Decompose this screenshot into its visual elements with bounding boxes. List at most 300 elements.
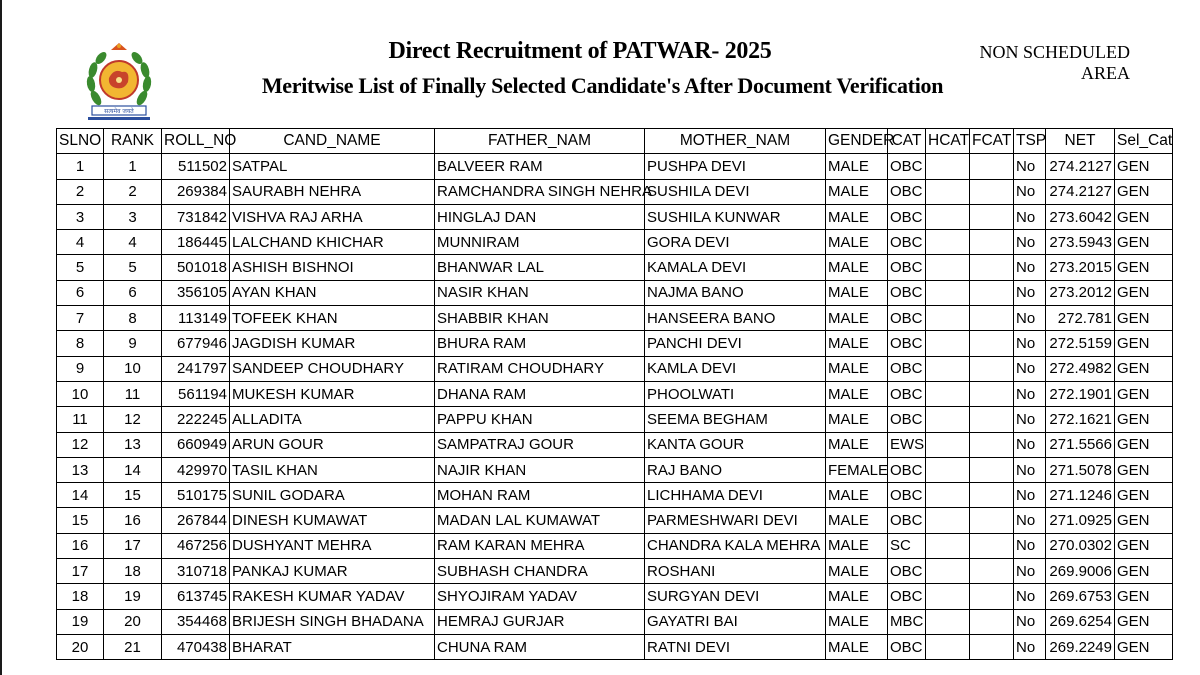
cell-tsp: No [1014, 204, 1046, 229]
cell-roll-no: 501018 [162, 255, 230, 280]
cell-slno: 2 [57, 179, 104, 204]
cell-father-nam: NAJIR KHAN [435, 457, 645, 482]
cell-net: 272.4982 [1046, 356, 1115, 381]
cell-rank: 8 [104, 306, 162, 331]
table-row [57, 584, 1173, 609]
cell-cat: OBC [888, 179, 926, 204]
cell-roll-no: 470438 [162, 634, 230, 659]
cell-rank: 10 [104, 356, 162, 381]
emblem-banner-text: सत्यमेव जयते [104, 108, 134, 115]
table-row [57, 609, 1173, 634]
cell-gender: MALE [826, 508, 888, 533]
cell-gender: MALE [826, 634, 888, 659]
cell-cand-name: DUSHYANT MEHRA [230, 533, 435, 558]
cell-sel-cat: GEN [1115, 179, 1173, 204]
table-row [57, 533, 1173, 558]
cell-hcat [926, 609, 970, 634]
cell-rank: 17 [104, 533, 162, 558]
cell-slno: 13 [57, 457, 104, 482]
cell-tsp: No [1014, 280, 1046, 305]
table-row [57, 356, 1173, 381]
cell-cand-name: TOFEEK KHAN [230, 306, 435, 331]
cell-tsp: No [1014, 407, 1046, 432]
cell-cand-name: DINESH KUMAWAT [230, 508, 435, 533]
cell-fcat [970, 407, 1014, 432]
cell-gender: MALE [826, 356, 888, 381]
table-row [57, 255, 1173, 280]
cell-cand-name: JAGDISH KUMAR [230, 331, 435, 356]
column-header-tsp: TSP [1014, 129, 1046, 154]
cell-fcat [970, 483, 1014, 508]
cell-rank: 21 [104, 634, 162, 659]
cell-fcat [970, 356, 1014, 381]
cell-gender: FEMALE [826, 457, 888, 482]
cell-roll-no: 310718 [162, 559, 230, 584]
cell-gender: MALE [826, 280, 888, 305]
cell-hcat [926, 204, 970, 229]
cell-rank: 9 [104, 331, 162, 356]
cell-hcat [926, 407, 970, 432]
cell-gender: MALE [826, 381, 888, 406]
cell-cat: OBC [888, 483, 926, 508]
cell-rank: 6 [104, 280, 162, 305]
table-row [57, 559, 1173, 584]
cell-tsp: No [1014, 533, 1046, 558]
cell-cand-name: SANDEEP CHOUDHARY [230, 356, 435, 381]
cell-cand-name: SAURABH NEHRA [230, 179, 435, 204]
cell-slno: 14 [57, 483, 104, 508]
cell-father-nam: MOHAN RAM [435, 483, 645, 508]
cell-slno: 8 [57, 331, 104, 356]
cell-hcat [926, 508, 970, 533]
cell-sel-cat: GEN [1115, 609, 1173, 634]
cell-net: 272.781 [1046, 306, 1115, 331]
cell-fcat [970, 179, 1014, 204]
cell-mother-nam: PANCHI DEVI [645, 331, 826, 356]
cell-mother-nam: PUSHPA DEVI [645, 154, 826, 179]
cell-rank: 5 [104, 255, 162, 280]
cell-fcat [970, 331, 1014, 356]
cell-hcat [926, 559, 970, 584]
cell-cand-name: MUKESH KUMAR [230, 381, 435, 406]
cell-tsp: No [1014, 306, 1046, 331]
column-header-cand-name: CAND_NAME [230, 129, 435, 154]
table-row [57, 634, 1173, 659]
cell-father-nam: SHABBIR KHAN [435, 306, 645, 331]
cell-sel-cat: GEN [1115, 533, 1173, 558]
cell-cat: OBC [888, 584, 926, 609]
cell-fcat [970, 457, 1014, 482]
cell-fcat [970, 306, 1014, 331]
cell-roll-no: 561194 [162, 381, 230, 406]
cell-sel-cat: GEN [1115, 306, 1173, 331]
cell-cand-name: SATPAL [230, 154, 435, 179]
cell-roll-no: 429970 [162, 457, 230, 482]
cell-net: 270.0302 [1046, 533, 1115, 558]
cell-sel-cat: GEN [1115, 457, 1173, 482]
column-header-rank: RANK [104, 129, 162, 154]
table-row [57, 457, 1173, 482]
cell-hcat [926, 457, 970, 482]
cell-fcat [970, 204, 1014, 229]
page-subtitle: Meritwise List of Finally Selected Candidate's After Document Verification [261, 73, 944, 98]
cell-net: 271.0925 [1046, 508, 1115, 533]
cell-gender: MALE [826, 609, 888, 634]
cell-net: 271.5078 [1046, 457, 1115, 482]
cell-rank: 19 [104, 584, 162, 609]
cell-cand-name: BHARAT [230, 634, 435, 659]
cell-fcat [970, 230, 1014, 255]
column-header-slno: SLNO [57, 129, 104, 154]
cell-slno: 6 [57, 280, 104, 305]
cell-father-nam: HEMRAJ GURJAR [435, 609, 645, 634]
cell-roll-no: 677946 [162, 331, 230, 356]
cell-father-nam: RATIRAM CHOUDHARY [435, 356, 645, 381]
cell-net: 269.6753 [1046, 584, 1115, 609]
cell-gender: MALE [826, 533, 888, 558]
cell-roll-no: 511502 [162, 154, 230, 179]
column-header-gender: GENDER [826, 129, 888, 154]
cell-net: 269.2249 [1046, 634, 1115, 659]
cell-father-nam: CHUNA RAM [435, 634, 645, 659]
page-left-border [0, 0, 2, 675]
cell-cand-name: RAKESH KUMAR YADAV [230, 584, 435, 609]
cell-tsp: No [1014, 230, 1046, 255]
cell-rank: 4 [104, 230, 162, 255]
cell-sel-cat: GEN [1115, 280, 1173, 305]
cell-cat: OBC [888, 407, 926, 432]
cell-cand-name: SUNIL GODARA [230, 483, 435, 508]
cell-gender: MALE [826, 306, 888, 331]
cell-net: 274.2127 [1046, 179, 1115, 204]
cell-cat: SC [888, 533, 926, 558]
cell-sel-cat: GEN [1115, 483, 1173, 508]
table-row [57, 407, 1173, 432]
cell-net: 273.6042 [1046, 204, 1115, 229]
cell-father-nam: SAMPATRAJ GOUR [435, 432, 645, 457]
cell-tsp: No [1014, 255, 1046, 280]
cell-tsp: No [1014, 432, 1046, 457]
column-header-roll-no: ROLL_NO [162, 129, 230, 154]
cell-rank: 3 [104, 204, 162, 229]
column-header-fcat: FCAT [970, 129, 1014, 154]
table-row [57, 483, 1173, 508]
cell-sel-cat: GEN [1115, 230, 1173, 255]
cell-hcat [926, 306, 970, 331]
cell-tsp: No [1014, 508, 1046, 533]
cell-net: 271.1246 [1046, 483, 1115, 508]
cell-fcat [970, 584, 1014, 609]
cell-roll-no: 731842 [162, 204, 230, 229]
table-row [57, 280, 1173, 305]
cell-fcat [970, 154, 1014, 179]
cell-slno: 12 [57, 432, 104, 457]
cell-mother-nam: NAJMA BANO [645, 280, 826, 305]
cell-slno: 20 [57, 634, 104, 659]
rajasthan-emblem-icon [84, 40, 154, 122]
cell-net: 272.1901 [1046, 381, 1115, 406]
cell-mother-nam: PHOOLWATI [645, 381, 826, 406]
cell-mother-nam: LICHHAMA DEVI [645, 483, 826, 508]
cell-rank: 12 [104, 407, 162, 432]
cell-net: 272.5159 [1046, 331, 1115, 356]
cell-mother-nam: KANTA GOUR [645, 432, 826, 457]
cell-hcat [926, 432, 970, 457]
table-header-row [57, 129, 1173, 154]
cell-rank: 11 [104, 381, 162, 406]
cell-fcat [970, 381, 1014, 406]
cell-hcat [926, 179, 970, 204]
column-header-hcat: HCAT [926, 129, 970, 154]
cell-slno: 15 [57, 508, 104, 533]
cell-net: 273.5943 [1046, 230, 1115, 255]
cell-father-nam: BHANWAR LAL [435, 255, 645, 280]
column-header-sel-cat: Sel_Cat [1115, 129, 1173, 154]
cell-rank: 20 [104, 609, 162, 634]
cell-fcat [970, 634, 1014, 659]
cell-net: 273.2015 [1046, 255, 1115, 280]
cell-tsp: No [1014, 154, 1046, 179]
cell-rank: 15 [104, 483, 162, 508]
table-row [57, 154, 1173, 179]
column-header-cat: CAT [888, 129, 926, 154]
cell-gender: MALE [826, 179, 888, 204]
table-row [57, 306, 1173, 331]
cell-slno: 18 [57, 584, 104, 609]
cell-fcat [970, 280, 1014, 305]
cell-father-nam: PAPPU KHAN [435, 407, 645, 432]
cell-tsp: No [1014, 457, 1046, 482]
cell-net: 269.9006 [1046, 559, 1115, 584]
cell-slno: 3 [57, 204, 104, 229]
cell-roll-no: 186445 [162, 230, 230, 255]
cell-cand-name: TASIL KHAN [230, 457, 435, 482]
cell-mother-nam: KAMLA DEVI [645, 356, 826, 381]
cell-tsp: No [1014, 356, 1046, 381]
cell-cat: OBC [888, 457, 926, 482]
column-header-mother-nam: MOTHER_NAM [645, 129, 826, 154]
cell-sel-cat: GEN [1115, 432, 1173, 457]
cell-sel-cat: GEN [1115, 559, 1173, 584]
cell-cat: OBC [888, 331, 926, 356]
page-title: Direct Recruitment of PATWAR- 2025 [388, 38, 772, 64]
cell-cat: OBC [888, 356, 926, 381]
cell-slno: 1 [57, 154, 104, 179]
cell-cat: OBC [888, 508, 926, 533]
cell-mother-nam: HANSEERA BANO [645, 306, 826, 331]
cell-hcat [926, 230, 970, 255]
cell-fcat [970, 255, 1014, 280]
cell-roll-no: 354468 [162, 609, 230, 634]
cell-mother-nam: ROSHANI [645, 559, 826, 584]
cell-father-nam: MUNNIRAM [435, 230, 645, 255]
cell-slno: 7 [57, 306, 104, 331]
cell-tsp: No [1014, 179, 1046, 204]
cell-mother-nam: GAYATRI BAI [645, 609, 826, 634]
cell-father-nam: BALVEER RAM [435, 154, 645, 179]
table-row [57, 432, 1173, 457]
cell-mother-nam: SEEMA BEGHAM [645, 407, 826, 432]
cell-cand-name: VISHVA RAJ ARHA [230, 204, 435, 229]
cell-tsp: No [1014, 609, 1046, 634]
cell-gender: MALE [826, 584, 888, 609]
cell-cat: OBC [888, 559, 926, 584]
cell-roll-no: 222245 [162, 407, 230, 432]
cell-father-nam: MADAN LAL KUMAWAT [435, 508, 645, 533]
cell-roll-no: 267844 [162, 508, 230, 533]
cell-hcat [926, 280, 970, 305]
cell-father-nam: NASIR KHAN [435, 280, 645, 305]
cell-rank: 18 [104, 559, 162, 584]
cell-gender: MALE [826, 483, 888, 508]
cell-roll-no: 613745 [162, 584, 230, 609]
cell-cat: OBC [888, 255, 926, 280]
cell-mother-nam: RATNI DEVI [645, 634, 826, 659]
cell-cat: OBC [888, 204, 926, 229]
cell-hcat [926, 634, 970, 659]
cell-net: 269.6254 [1046, 609, 1115, 634]
cell-cat: OBC [888, 381, 926, 406]
cell-gender: MALE [826, 432, 888, 457]
cell-fcat [970, 609, 1014, 634]
cell-cat: MBC [888, 609, 926, 634]
cell-gender: MALE [826, 154, 888, 179]
cell-mother-nam: SUSHILA KUNWAR [645, 204, 826, 229]
cell-hcat [926, 154, 970, 179]
cell-sel-cat: GEN [1115, 331, 1173, 356]
cell-slno: 11 [57, 407, 104, 432]
cell-rank: 13 [104, 432, 162, 457]
table-row [57, 381, 1173, 406]
cell-net: 271.5566 [1046, 432, 1115, 457]
cell-slno: 19 [57, 609, 104, 634]
cell-hcat [926, 584, 970, 609]
cell-rank: 1 [104, 154, 162, 179]
column-header-father-nam: FATHER_NAM [435, 129, 645, 154]
cell-mother-nam: SURGYAN DEVI [645, 584, 826, 609]
cell-gender: MALE [826, 230, 888, 255]
cell-cat: OBC [888, 230, 926, 255]
cell-mother-nam: SUSHILA DEVI [645, 179, 826, 204]
cell-hcat [926, 331, 970, 356]
cell-cat: EWS [888, 432, 926, 457]
merit-list-table [56, 128, 1173, 660]
cell-hcat [926, 533, 970, 558]
cell-gender: MALE [826, 407, 888, 432]
cell-sel-cat: GEN [1115, 154, 1173, 179]
cell-sel-cat: GEN [1115, 508, 1173, 533]
cell-fcat [970, 508, 1014, 533]
cell-cand-name: PANKAJ KUMAR [230, 559, 435, 584]
cell-slno: 9 [57, 356, 104, 381]
cell-sel-cat: GEN [1115, 584, 1173, 609]
table-row [57, 179, 1173, 204]
cell-sel-cat: GEN [1115, 204, 1173, 229]
cell-cand-name: ALLADITA [230, 407, 435, 432]
cell-cat: OBC [888, 634, 926, 659]
cell-rank: 2 [104, 179, 162, 204]
cell-cand-name: BRIJESH SINGH BHADANA [230, 609, 435, 634]
cell-father-nam: DHANA RAM [435, 381, 645, 406]
table-row [57, 230, 1173, 255]
cell-tsp: No [1014, 483, 1046, 508]
cell-roll-no: 356105 [162, 280, 230, 305]
cell-sel-cat: GEN [1115, 407, 1173, 432]
cell-tsp: No [1014, 584, 1046, 609]
cell-cat: OBC [888, 280, 926, 305]
cell-roll-no: 467256 [162, 533, 230, 558]
cell-roll-no: 241797 [162, 356, 230, 381]
cell-net: 274.2127 [1046, 154, 1115, 179]
cell-slno: 10 [57, 381, 104, 406]
cell-cand-name: LALCHAND KHICHAR [230, 230, 435, 255]
cell-roll-no: 269384 [162, 179, 230, 204]
cell-sel-cat: GEN [1115, 255, 1173, 280]
cell-hcat [926, 483, 970, 508]
cell-gender: MALE [826, 559, 888, 584]
cell-slno: 17 [57, 559, 104, 584]
cell-mother-nam: RAJ BANO [645, 457, 826, 482]
cell-sel-cat: GEN [1115, 634, 1173, 659]
table-row [57, 331, 1173, 356]
cell-rank: 14 [104, 457, 162, 482]
cell-father-nam: SHYOJIRAM YADAV [435, 584, 645, 609]
cell-hcat [926, 381, 970, 406]
cell-tsp: No [1014, 331, 1046, 356]
cell-slno: 5 [57, 255, 104, 280]
table-row [57, 204, 1173, 229]
cell-hcat [926, 356, 970, 381]
cell-net: 273.2012 [1046, 280, 1115, 305]
cell-father-nam: RAM KARAN MEHRA [435, 533, 645, 558]
cell-father-nam: HINGLAJ DAN [435, 204, 645, 229]
cell-cand-name: AYAN KHAN [230, 280, 435, 305]
cell-slno: 4 [57, 230, 104, 255]
cell-mother-nam: KAMALA DEVI [645, 255, 826, 280]
cell-cand-name: ARUN GOUR [230, 432, 435, 457]
cell-cat: OBC [888, 154, 926, 179]
cell-gender: MALE [826, 255, 888, 280]
cell-roll-no: 113149 [162, 306, 230, 331]
cell-slno: 16 [57, 533, 104, 558]
cell-mother-nam: CHANDRA KALA MEHRA [645, 533, 826, 558]
cell-fcat [970, 533, 1014, 558]
cell-fcat [970, 559, 1014, 584]
cell-father-nam: RAMCHANDRA SINGH NEHRA [435, 179, 645, 204]
cell-roll-no: 510175 [162, 483, 230, 508]
cell-sel-cat: GEN [1115, 356, 1173, 381]
cell-father-nam: BHURA RAM [435, 331, 645, 356]
cell-net: 272.1621 [1046, 407, 1115, 432]
area-label: NON SCHEDULED AREA [979, 42, 1130, 83]
cell-father-nam: SUBHASH CHANDRA [435, 559, 645, 584]
cell-tsp: No [1014, 559, 1046, 584]
cell-tsp: No [1014, 381, 1046, 406]
cell-tsp: No [1014, 634, 1046, 659]
cell-gender: MALE [826, 204, 888, 229]
cell-fcat [970, 432, 1014, 457]
cell-cand-name: ASHISH BISHNOI [230, 255, 435, 280]
table-row [57, 508, 1173, 533]
cell-gender: MALE [826, 331, 888, 356]
column-header-net: NET [1046, 129, 1115, 154]
cell-mother-nam: GORA DEVI [645, 230, 826, 255]
cell-mother-nam: PARMESHWARI DEVI [645, 508, 826, 533]
cell-rank: 16 [104, 508, 162, 533]
cell-hcat [926, 255, 970, 280]
cell-roll-no: 660949 [162, 432, 230, 457]
cell-sel-cat: GEN [1115, 381, 1173, 406]
